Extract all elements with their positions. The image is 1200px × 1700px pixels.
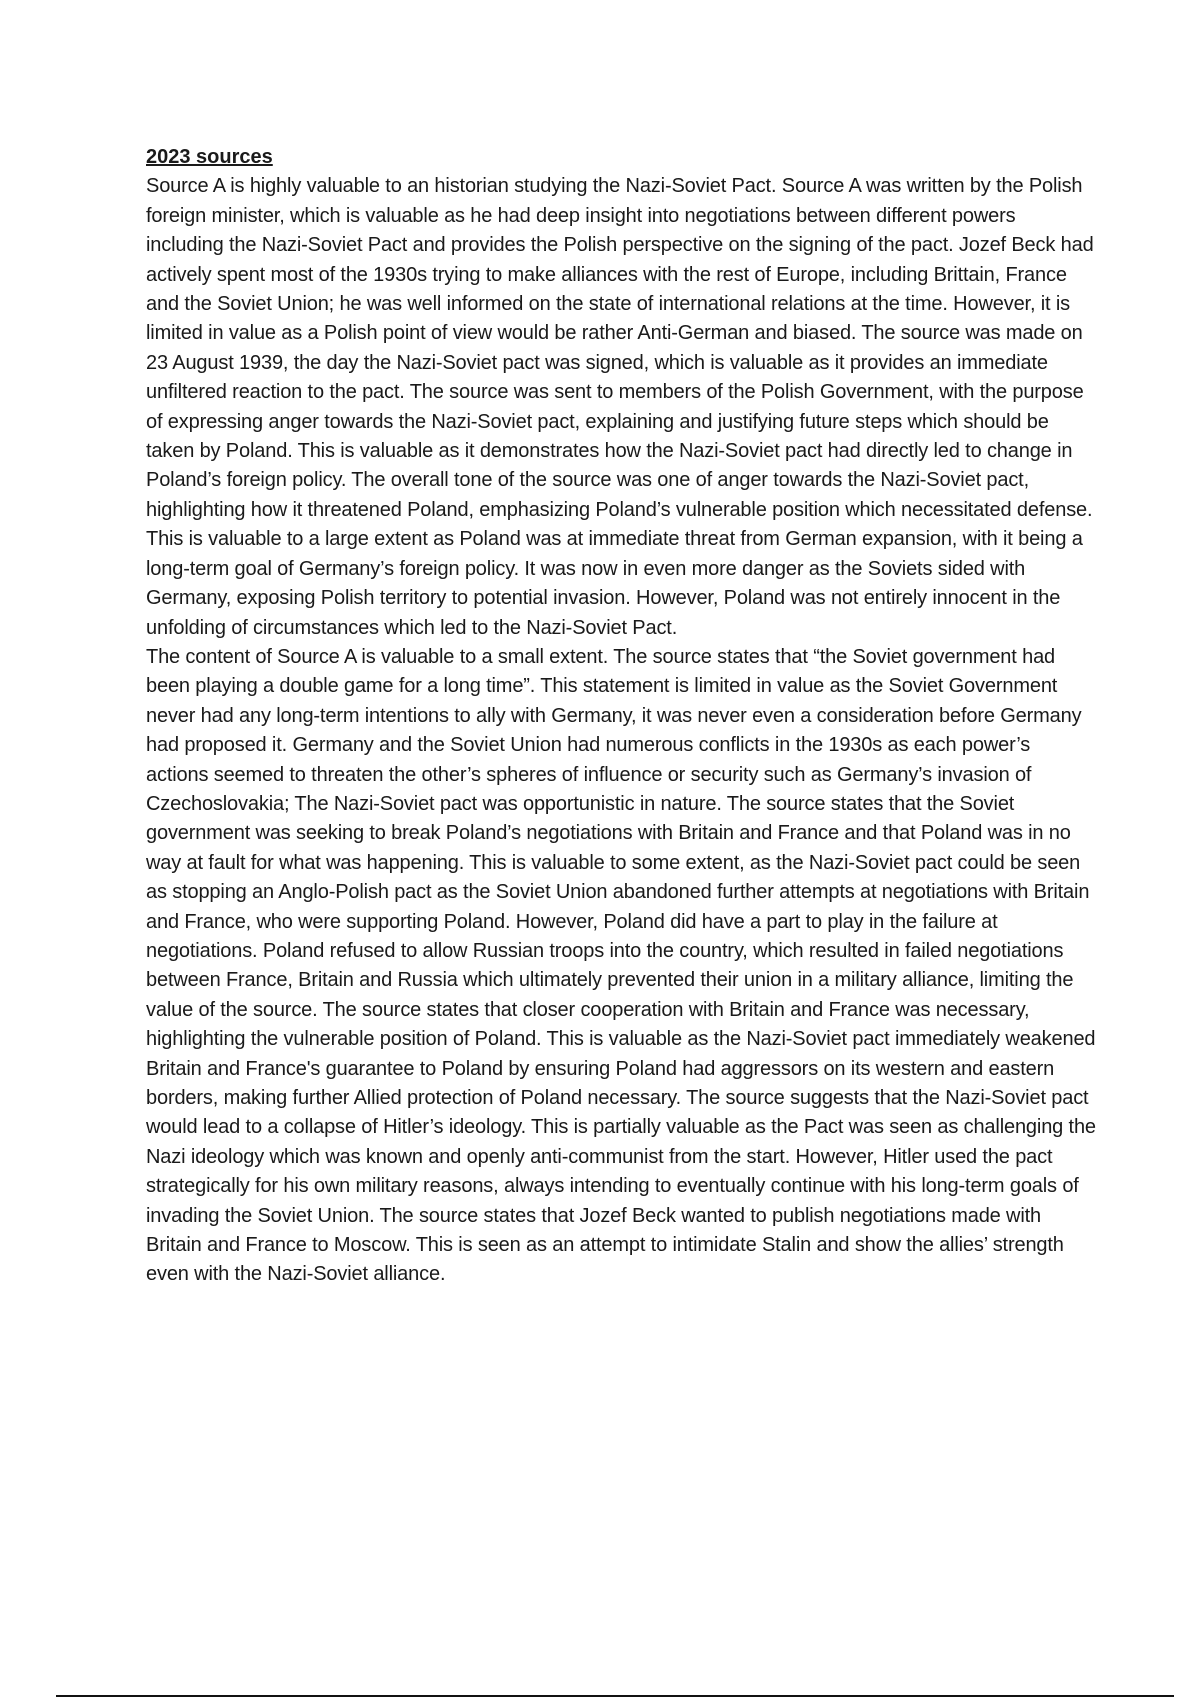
- paragraph-source-provenance: Source A is highly valuable to an historian studying the Nazi-Soviet Pact. Source A was written by the Polish foreign minister, which is valuable as he had deep insight into negotiations between different powers including the Nazi-Soviet Pact and provides the Polish perspective on the signing of the pact. Jozef Beck had actively spent most of the 1930s trying to make alliances with the rest of Europe, including Brittain, France and the Soviet Union; he was well informed on the state of international relations at the time. However, it is limited in value as a Polish point of view would be rather Anti-German and biased. The source was made on 23 August 1939, the day the Nazi-Soviet pact was signed, which is valuable as it provides an immediate unfiltered reaction to the pact. The source was sent to members of the Polish Government, with the purpose of expressing anger towards the Nazi-Soviet pact, explaining and justifying future steps which should be taken by Poland. This is valuable as it demonstrates how the Nazi-Soviet pact had directly led to change in Poland’s foreign policy. The overall tone of the source was one of anger towards the Nazi-Soviet pact, highlighting how it threatened Poland, emphasizing Poland’s vulnerable position which necessitated defense. This is valuable to a large extent as Poland was at immediate threat from German expansion, with it being a long-term goal of Germany’s foreign policy. It was now in even more danger as the Soviets sided with Germany, exposing Polish territory to potential invasion. However, Poland was not entirely innocent in the unfolding of circumstances which led to the Nazi-Soviet Pact.: [146, 175, 1094, 639]
- document-body: [146, 143, 1096, 1290]
- bottom-divider: [56, 1695, 1174, 1697]
- paragraph-source-content: The content of Source A is valuable to a small extent. The source states that “the Soviet government had been playing a double game for a long time”. This statement is limited in value as the Soviet Government never had any long-term intentions to ally with Germany, it was never even a consideration before Germany had proposed it. Germany and the Soviet Union had numerous conflicts in the 1930s as each power’s actions seemed to threaten the other’s spheres of influence or security such as Germany’s invasion of Czechoslovakia; The Nazi-Soviet pact was opportunistic in nature. The source states that the Soviet government was seeking to break Poland’s negotiations with Britain and France and that Poland was in no way at fault for what was happening. This is valuable to some extent, as the Nazi-Soviet pact could be seen as stopping an Anglo-Polish pact as the Soviet Union abandoned further attempts at negotiations with Britain and France, who were supporting Poland. However, Poland did have a part to play in the failure at negotiations. Poland refused to allow Russian troops into the country, which resulted in failed negotiations between France, Britain and Russia which ultimately prevented their union in a military alliance, limiting the value of the source. The source states that closer cooperation with Britain and France was necessary, highlighting the vulnerable position of Poland. This is valuable as the Nazi-Soviet pact immediately weakened Britain and France's guarantee to Poland by ensuring Poland had aggressors on its western and eastern borders, making further Allied protection of Poland necessary. The source suggests that the Nazi-Soviet pact would lead to a collapse of Hitler’s ideology. This is partially valuable as the Pact was seen as challenging the Nazi ideology which was known and openly anti-communist from the start. However, Hitler used the pact strategically for his own military reasons, always intending to eventually continue with his long-term goals of invading the Soviet Union. The source states that Jozef Beck wanted to publish negotiations made with Britain and France to Moscow. This is seen as an attempt to intimidate Stalin and show the allies’ strength even with the Nazi-Soviet alliance.: [146, 645, 1096, 1286]
- document-heading: 2023 sources: [146, 146, 273, 168]
